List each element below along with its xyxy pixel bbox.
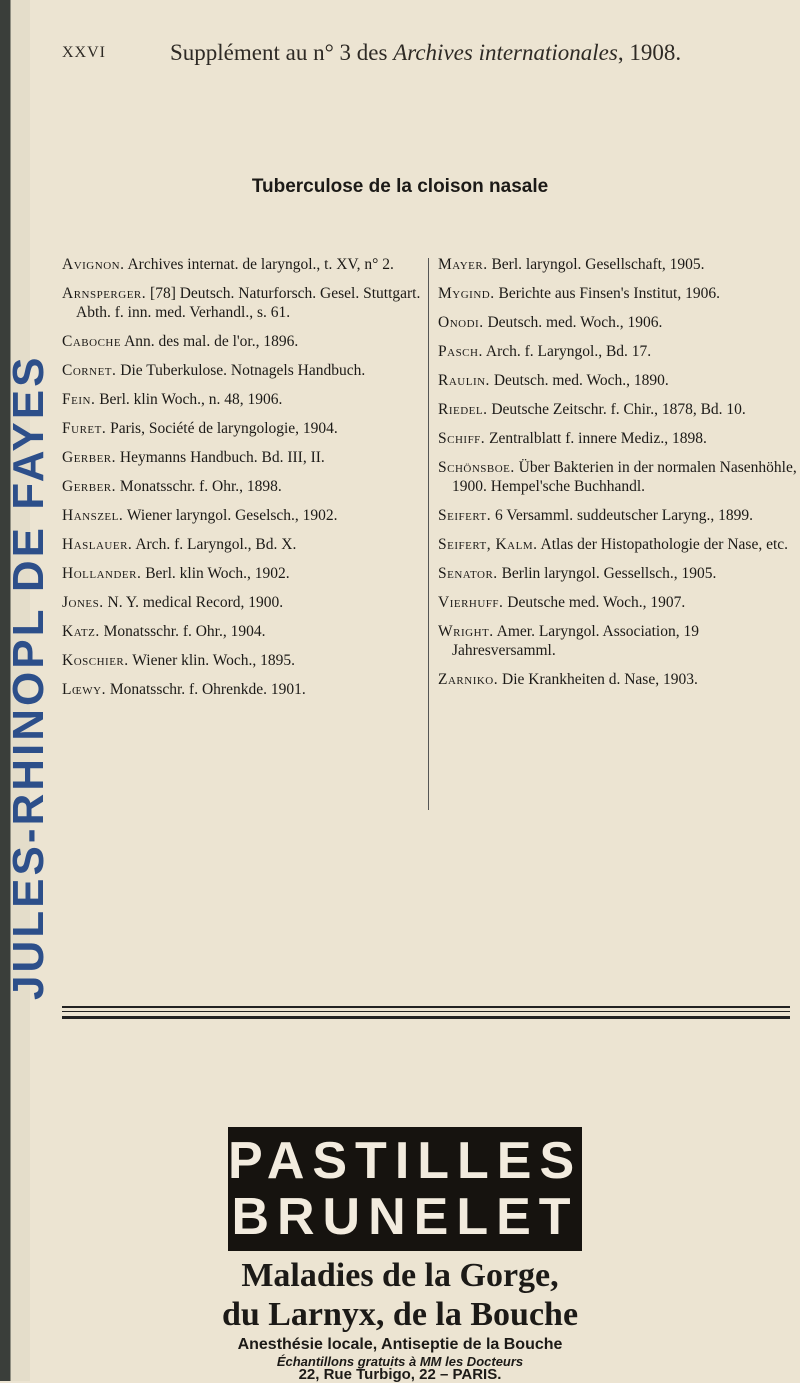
reference-citation: Deutsch. med. Woch., 1890.	[493, 372, 669, 389]
reference-author: Pasch.	[438, 343, 483, 360]
ad-banner	[228, 1127, 582, 1251]
reference-citation: Deutsche Zeitschr. f. Chir., 1878, Bd. 10.	[491, 401, 746, 418]
reference-entry	[62, 593, 422, 612]
reference-citation: Atlas der Histopathologie der Nase, etc.	[540, 536, 789, 553]
section-title: Tuberculose de la cloison nasale	[251, 176, 549, 197]
reference-citation: Ann. des mal. de l'or., 1896.	[124, 333, 299, 350]
reference-author: Vierhuff.	[438, 594, 504, 611]
reference-citation: 6 Versamml. suddeutscher Laryng., 1899.	[495, 507, 753, 524]
reference-entry	[62, 255, 422, 274]
running-head-year: , 1908.	[617, 40, 682, 65]
reference-author: Lœwy.	[62, 681, 106, 698]
reference-author: Onodi.	[438, 314, 484, 331]
reference-entry	[62, 651, 422, 670]
reference-citation: Die Krankheiten d. Nase, 1903.	[502, 671, 698, 688]
reference-author: Zarniko.	[438, 671, 499, 688]
reference-author: Katz.	[62, 623, 100, 640]
reference-entry	[438, 506, 798, 525]
reference-entry	[438, 313, 798, 332]
reference-author: Cornet.	[62, 362, 117, 379]
reference-author: Avignon.	[62, 256, 125, 273]
reference-entry	[438, 622, 798, 660]
reference-author: Koschier.	[62, 652, 129, 669]
reference-citation: Wiener laryngol. Geselsch., 1902.	[126, 507, 338, 524]
reference-citation: Berl. klin Woch., n. 48, 1906.	[99, 391, 283, 408]
page-number: XXVI	[62, 44, 106, 61]
references-left-column	[62, 255, 422, 709]
references-right-column	[438, 255, 798, 699]
reference-citation: Deutsch. med. Woch., 1906.	[487, 314, 663, 331]
reference-citation: Berichte aus Finsen's Institut, 1906.	[498, 285, 720, 302]
reference-entry	[62, 477, 422, 496]
reference-citation: Berlin laryngol. Gessellsch., 1905.	[501, 565, 717, 582]
running-head-prefix: Supplément au n° 3 des	[170, 40, 388, 65]
ad-subline-2: Échantillons gratuits à MM les Docteurs	[276, 1354, 524, 1369]
reference-author: Riedel.	[438, 401, 488, 418]
reference-entry	[438, 400, 798, 419]
reference-entry	[438, 284, 798, 303]
running-head-journal: Archives internationales	[393, 40, 618, 65]
reference-entry	[438, 535, 798, 554]
reference-author: Schiff.	[438, 430, 486, 447]
reference-entry	[62, 535, 422, 554]
spine-stamp-text: JULES-RHINOPL DE FAYES	[4, 354, 53, 1000]
ad-address: 22, Rue Turbigo, 22 – PARIS.	[298, 1366, 502, 1383]
reference-entry	[62, 419, 422, 438]
reference-citation: Zentralblatt f. innere Mediz., 1898.	[489, 430, 707, 447]
reference-citation: N. Y. medical Record, 1900.	[107, 594, 284, 611]
section-rule-top	[62, 1006, 790, 1008]
page-header	[62, 40, 760, 80]
reference-entry	[62, 390, 422, 409]
reference-entry	[62, 361, 422, 380]
reference-citation: Berl. klin Woch., 1902.	[145, 565, 290, 582]
reference-citation: Monatsschr. f. Ohr., 1898.	[119, 478, 282, 495]
ad-headline-1: Maladies de la Gorge,	[241, 1257, 559, 1294]
column-divider	[428, 258, 429, 810]
reference-entry	[62, 680, 422, 699]
reference-author: Mayer.	[438, 256, 488, 273]
reference-author: Furet.	[62, 420, 107, 437]
reference-entry	[438, 342, 798, 361]
running-head	[170, 40, 681, 66]
reference-author: Arnsperger.	[62, 285, 147, 302]
reference-entry	[438, 255, 798, 274]
reference-entry	[62, 564, 422, 583]
reference-entry	[62, 448, 422, 467]
reference-citation: Berl. laryngol. Gesellschaft, 1905.	[491, 256, 705, 273]
reference-citation: Paris, Société de laryngologie, 1904.	[110, 420, 338, 437]
reference-citation: Monatsschr. f. Ohrenkde. 1901.	[109, 681, 306, 698]
ad-banner-line2: BRUNELET	[231, 1188, 579, 1246]
ad-subline-1: Anesthésie locale, Antiseptie de la Bouche	[237, 1336, 563, 1353]
reference-author: Seifert, Kalm.	[438, 536, 538, 553]
reference-entry	[438, 593, 798, 612]
reference-author: Mygind.	[438, 285, 495, 302]
reference-author: Schönsboe.	[438, 459, 515, 476]
reference-citation: Heymanns Handbuch. Bd. III, II.	[119, 449, 325, 466]
book-spine-edge	[0, 0, 53, 1381]
reference-citation: Deutsche med. Woch., 1907.	[507, 594, 686, 611]
reference-author: Seifert.	[438, 507, 492, 524]
reference-entry	[62, 622, 422, 641]
reference-entry	[438, 670, 798, 689]
reference-entry	[62, 506, 422, 525]
reference-citation: Arch. f. Laryngol., Bd. 17.	[485, 343, 652, 360]
ad-banner-line1: PASTILLES	[228, 1132, 583, 1190]
reference-citation: Amer. Laryngol. Association, 19 Jahresversamml.	[452, 623, 699, 659]
reference-entry	[438, 429, 798, 448]
reference-citation: Archives internat. de laryngol., t. XV, n° 2.	[127, 256, 394, 273]
reference-entry	[62, 284, 422, 322]
reference-author: Raulin.	[438, 372, 490, 389]
reference-entry	[438, 458, 798, 496]
reference-author: Jones.	[62, 594, 104, 611]
reference-citation: Arch. f. Laryngol., Bd. X.	[135, 536, 297, 553]
ad-headline-2: du Larnyx, de la Bouche	[221, 1296, 579, 1333]
reference-citation: Die Tuberkulose. Notnagels Handbuch.	[120, 362, 366, 379]
reference-entry	[438, 371, 798, 390]
reference-author: Haslauer.	[62, 536, 133, 553]
reference-entry	[438, 564, 798, 583]
reference-citation: [78] Deutsch. Naturforsch. Gesel. Stuttgart. Abth. f. inn. med. Verhandl., s. 61.	[76, 285, 421, 321]
reference-author: Hanszel.	[62, 507, 124, 524]
reference-author: Fein.	[62, 391, 96, 408]
reference-citation: Wiener klin. Woch., 1895.	[132, 652, 295, 669]
reference-citation: Über Bakterien in der normalen Nasenhöhle, 1900. Hempel'sche Buchhandl.	[452, 459, 797, 495]
reference-author: Senator.	[438, 565, 498, 582]
reference-entry	[62, 332, 422, 351]
reference-citation: Monatsschr. f. Ohr., 1904.	[103, 623, 266, 640]
reference-author: Gerber.	[62, 478, 117, 495]
reference-author: Caboche	[62, 333, 122, 350]
reference-author: Gerber.	[62, 449, 117, 466]
reference-author: Wright.	[438, 623, 494, 640]
section-rule-middle	[62, 1011, 790, 1012]
reference-author: Hollander.	[62, 565, 142, 582]
section-rule-bottom	[62, 1016, 790, 1019]
